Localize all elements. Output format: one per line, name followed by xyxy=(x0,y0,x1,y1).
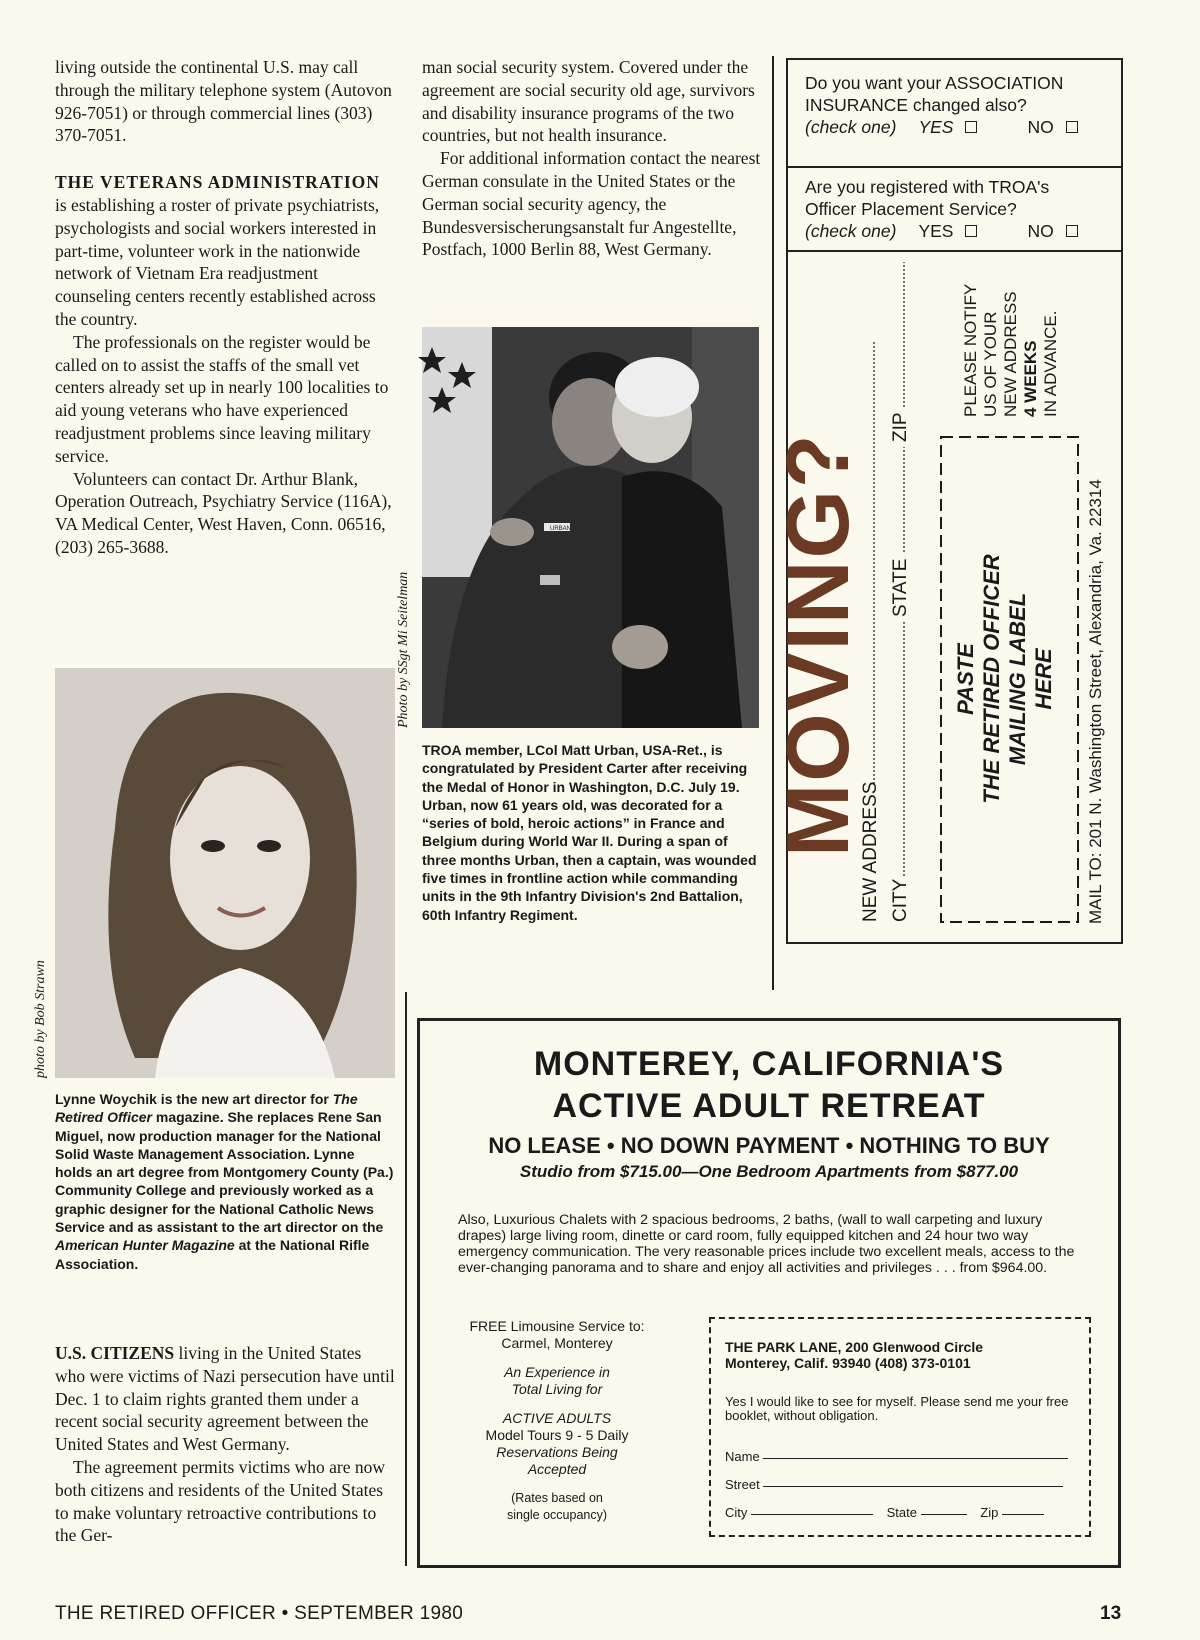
notify-text: 4 WEEKS xyxy=(1021,340,1040,417)
paragraph: The professionals on the register would be called on to assist the staffs of the small vet centers already set up in nearly 100 localities to aid young veterans who have experienced readjustment problems since leaving military service. xyxy=(55,331,389,466)
magazine-name: American Hunter Magazine xyxy=(55,1237,235,1254)
left-column xyxy=(55,56,395,559)
paragraph-text: living in the United States who were victims of Nazi persecution have until Dec. 1 to claim rights granted them under a recent social security agreement between the United States and West Germany. xyxy=(55,1343,395,1455)
citizens-article xyxy=(55,1342,395,1547)
name-line[interactable] xyxy=(763,1457,1068,1459)
question-text: Do you want your ASSOCIATION INSURANCE changed also? xyxy=(805,73,1064,115)
answer-row xyxy=(805,116,1105,138)
ad-prices: Studio from $715.00—One Bedroom Apartments from $877.00 xyxy=(519,1162,1019,1181)
ad-body: Also, Luxurious Chalets with 2 spacious bedrooms, 2 baths, (wall to wall carpeting and luxury drapes) large living room, dinette or card room, fully equipped kitchen and 24 hour two way emergency communication. The very reasonable prices include two excellent meals, access to the ever-changing panorama and to share and enjoy all activities and privileges . . . from $964.00. xyxy=(458,1212,1075,1276)
yes-label: YES xyxy=(918,221,954,241)
city-state-zip-field[interactable] xyxy=(725,1505,1080,1520)
notify-text: IN ADVANCE. xyxy=(1041,310,1060,417)
paragraph: living outside the continental U.S. may call through the military telephone system (Autovon 926-7051) or through commercial lines (303) 370-7051. xyxy=(55,57,392,146)
coupon-text: Yes I would like to see for myself. Please send me your free booklet, without obligation. xyxy=(725,1394,1069,1423)
moving-form xyxy=(768,252,1121,942)
photo-caption: TROA member, LCol Matt Urban, USA-Ret., is congratulated by President Carter after receiving the Medal of Honor in Washington, D.C. July 19. Urban, now 61 years old, was decorated for a “series of bold, heroic actions” in France and Belgium during World War II. During a span of three months Urban, then a captain, was wounded five times in frontline action while commanding units in the 9th Infantry Division's 2nd Battalion, 60th Infantry Regiment. xyxy=(422,742,757,923)
state-line[interactable] xyxy=(921,1513,967,1515)
coupon-address xyxy=(725,1339,983,1371)
moving-title: MOVING? xyxy=(768,432,867,857)
monterey-ad xyxy=(417,1018,1121,1568)
ad-info-line: Total Living for xyxy=(511,1381,603,1397)
name-tag: URBAN xyxy=(550,526,572,532)
new-address-label: NEW ADDRESS xyxy=(860,781,881,922)
ad-info-line: Carmel, Monterey xyxy=(501,1335,613,1351)
check-one-label: (check one) xyxy=(805,221,897,241)
ad-info-line: single occupancy) xyxy=(506,1508,608,1522)
street-label: Street xyxy=(725,1477,760,1492)
zip-line[interactable] xyxy=(1002,1513,1044,1515)
city-label: City xyxy=(725,1505,748,1520)
middle-column xyxy=(422,56,762,261)
mail-to-address: MAIL TO: 201 N. Washington Street, Alexandria, Va. 22314 xyxy=(1086,479,1105,924)
state-label: STATE xyxy=(890,558,911,617)
yes-checkbox[interactable] xyxy=(965,121,977,133)
notify-text: PLEASE NOTIFY xyxy=(961,283,980,417)
no-label: NO xyxy=(1027,117,1054,137)
ad-info-line: ACTIVE ADULTS xyxy=(502,1410,612,1426)
placement-question xyxy=(788,168,1121,252)
paragraph: Volunteers can contact Dr. Arthur Blank, Operation Outreach, Psychiatry Service (116A), VA Medical Center, West Haven, Conn. 06516, (203) 265-3688. xyxy=(55,468,392,557)
woychik-photo xyxy=(55,668,395,1078)
street-field[interactable] xyxy=(725,1477,1080,1492)
no-checkbox[interactable] xyxy=(1066,225,1078,237)
photo-credit: Photo by SSgt Mi Seitelman xyxy=(396,571,411,728)
paragraph-text: is establishing a roster of private psychiatrists, psychologists and social workers interested in part-time, volunteer work in the nationwide network of Vietnam Era readjustment counseling centers recently established across the country. xyxy=(55,194,380,329)
state-label: State xyxy=(886,1505,917,1520)
urban-carter-photo xyxy=(422,327,759,728)
portrait-illustration xyxy=(55,668,395,1078)
photo-caption xyxy=(55,1090,395,1273)
zip-label: Zip xyxy=(980,1505,999,1520)
reply-coupon xyxy=(709,1317,1091,1537)
ad-info-line: Accepted xyxy=(527,1461,587,1477)
name-field[interactable] xyxy=(725,1449,1080,1464)
magazine-name: The Retired Officer xyxy=(55,1091,358,1126)
street-line[interactable] xyxy=(763,1485,1063,1487)
notify-text: NEW ADDRESS xyxy=(1001,291,1020,417)
ad-info-line: FREE Limousine Service to: xyxy=(469,1318,645,1334)
paragraph xyxy=(55,171,395,331)
paste-text: MAILING LABEL xyxy=(1005,592,1030,766)
ad-info xyxy=(442,1318,672,1524)
answer-row xyxy=(805,220,1105,242)
ad-title: MONTEREY, CALIFORNIA'S xyxy=(533,1045,1005,1083)
paragraph xyxy=(55,1342,395,1456)
ad-title: ACTIVE ADULT RETREAT xyxy=(552,1087,986,1125)
check-one-label: (check one) xyxy=(805,117,897,137)
name-label: Name xyxy=(725,1449,760,1464)
no-label: NO xyxy=(1027,221,1054,241)
photo-credit: photo by Bob Strawn xyxy=(33,960,48,1078)
caption-text: Lynne Woychik is the new art director for xyxy=(55,1091,333,1107)
photo-illustration xyxy=(422,327,759,728)
yes-checkbox[interactable] xyxy=(965,225,977,237)
caption-text: at the National Rifle Association. xyxy=(55,1237,370,1272)
footer-publication: THE RETIRED OFFICER • SEPTEMBER 1980 xyxy=(55,1603,464,1624)
paragraph: The agreement permits victims who are now both citizens and residents of the United States to make voluntary retroactive contributions to the Ger- xyxy=(55,1456,385,1546)
column-rule xyxy=(405,992,407,1566)
paste-text: PASTE xyxy=(953,643,978,715)
page-number: 13 xyxy=(1100,1603,1122,1624)
paragraph: man social security system. Covered under the agreement are social security old age, survivors and disability insurance programs of the two countries, but not health insurance. xyxy=(422,57,755,146)
notify-text: US OF YOUR xyxy=(981,311,1000,417)
ad-info-line: An Experience in xyxy=(504,1364,610,1380)
moving-card xyxy=(768,58,1123,944)
no-checkbox[interactable] xyxy=(1066,121,1078,133)
ad-info-line: (Rates based on xyxy=(511,1491,603,1505)
paste-text: THE RETIRED OFFICER xyxy=(979,554,1004,804)
city-line[interactable] xyxy=(751,1513,873,1515)
paragraph: For additional information contact the nearest German consulate in the United States or the German social security agency, the Bundesversischerungsanstalt fur Angestellte, Postfach, 1000 Berlin 88, West Germany. xyxy=(422,148,761,260)
question-text: Are you registered with TROA's Officer Placement Service? xyxy=(805,177,1050,219)
insurance-question xyxy=(788,60,1121,168)
caption-text: magazine. She replaces Rene San Miguel, now production manager for the National Solid Waste Management Association. Lynne holds an art degree from Montgomery County (Pa.) Community College and previously worked as a graphic designer for the National Catholic News Service and as assistant to the art director on the xyxy=(55,1109,394,1236)
section-heading: THE VETERANS ADMINISTRATION xyxy=(55,172,380,193)
ad-info-line: Reservations Being xyxy=(496,1444,618,1460)
zip-label: ZIP xyxy=(890,412,911,442)
paste-text: HERE xyxy=(1031,648,1056,710)
city-label: CITY xyxy=(890,878,911,922)
coupon-address-line: Monterey, Calif. 93940 (408) 373-0101 xyxy=(725,1355,971,1371)
section-heading: U.S. CITIZENS xyxy=(55,1343,175,1363)
yes-label: YES xyxy=(918,117,954,137)
ad-terms: NO LEASE • NO DOWN PAYMENT • NOTHING TO BUY xyxy=(488,1133,1050,1158)
coupon-address-line: THE PARK LANE, 200 Glenwood Circle xyxy=(725,1339,984,1355)
ad-info-line: Model Tours 9 - 5 Daily xyxy=(485,1427,629,1443)
